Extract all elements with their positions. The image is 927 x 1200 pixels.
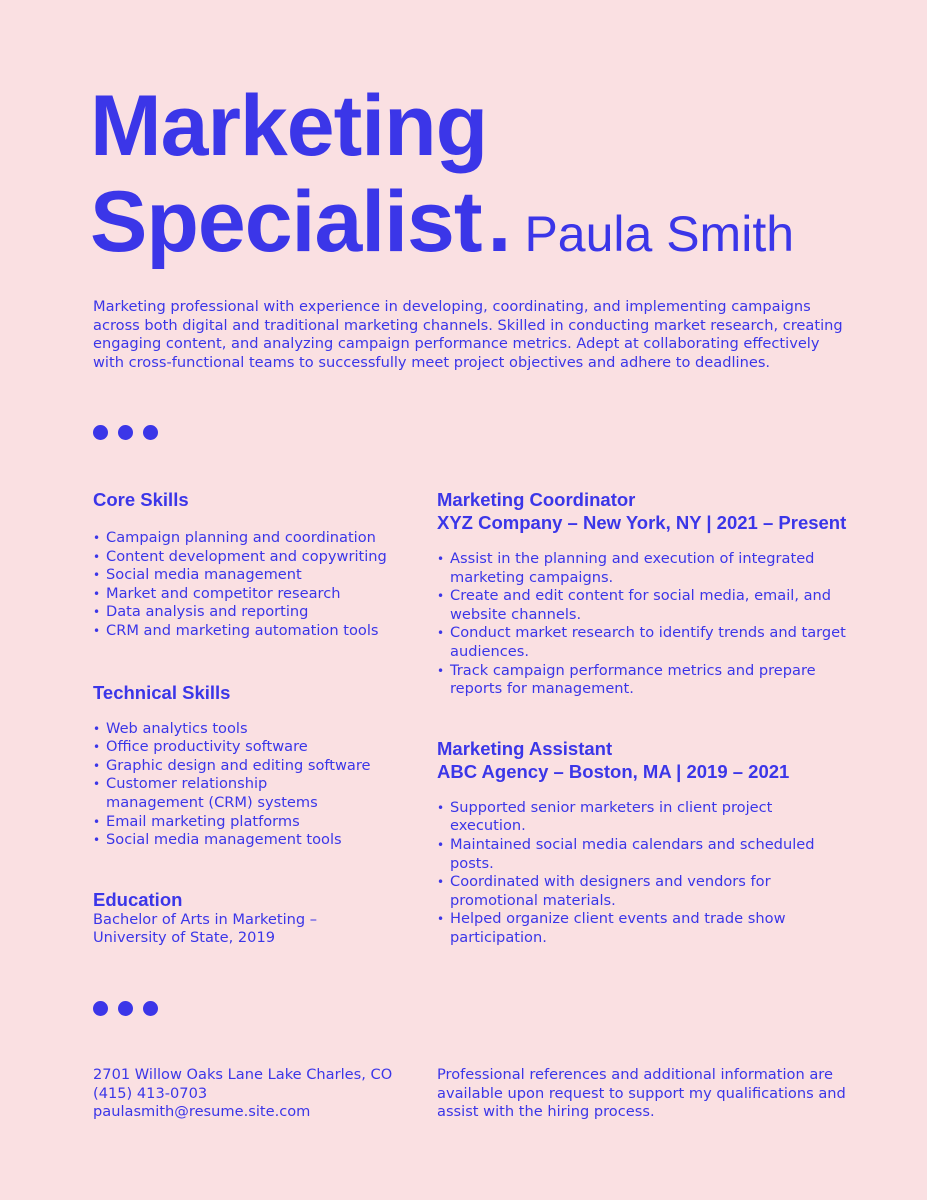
education-section — [93, 888, 413, 948]
list-item: • Web analytics tools — [93, 720, 413, 739]
list-item: • Track campaign performance metrics and prepare reports for management. — [437, 662, 847, 699]
technical-skills-section — [93, 681, 413, 850]
technical-skills-list — [93, 720, 413, 850]
list-item: • Social media management — [93, 566, 413, 585]
dot-icon — [143, 425, 158, 440]
job-entry — [437, 737, 847, 948]
list-item: • CRM and marketing automation tools — [93, 622, 413, 641]
list-item: • Office productivity software — [93, 738, 413, 757]
profile-summary: Marketing professional with experience in developing, coordinating, and implementing campaigns across both digital and traditional marketing channels. Skilled in conducting market research, creating engaging content, and analyzing campaign performance metrics. Adept at collaborating effectively with cross-functional teams to successfully meet project objectives and adhere to deadlines. — [93, 298, 843, 371]
list-item: • Conduct market research to identify trends and target audiences. — [437, 624, 847, 661]
job-company: XYZ Company – New York, NY | 2021 – Present — [437, 512, 847, 533]
divider-dots-top — [93, 425, 158, 440]
list-item: • Graphic design and editing software — [93, 757, 413, 776]
education-detail: Bachelor of Arts in Marketing – University of State, 2019 — [93, 910, 318, 947]
contact-address: 2701 Willow Oaks Lane Lake Charles, CO — [93, 1066, 393, 1083]
title-dot: . — [487, 174, 511, 270]
candidate-name: Paula Smith — [524, 206, 795, 262]
dot-icon — [93, 425, 108, 440]
list-item: • Market and competitor research — [93, 585, 413, 604]
list-item: • Customer relationship management (CRM) systems — [93, 775, 361, 812]
list-item: • Maintained social media calendars and scheduled posts. — [437, 836, 847, 873]
list-item: • Email marketing platforms — [93, 813, 413, 832]
contact-phone: (415) 413-0703 — [93, 1084, 208, 1102]
core-skills-section — [93, 488, 413, 641]
dot-icon — [93, 1001, 108, 1016]
job-duties-list — [437, 799, 847, 948]
core-skills-heading: Core Skills — [93, 489, 189, 510]
title-specialist: Specialist — [90, 174, 482, 270]
education-heading: Education — [93, 888, 183, 910]
dot-icon — [143, 1001, 158, 1016]
technical-skills-heading: Technical Skills — [93, 681, 231, 703]
list-item: • Create and edit content for social media, email, and website channels. — [437, 587, 847, 624]
list-item: • Supported senior marketers in client project execution. — [437, 799, 847, 836]
list-item: • Content development and copywriting — [93, 548, 413, 567]
left-column — [93, 488, 413, 948]
list-item: • Data analysis and reporting — [93, 603, 413, 622]
dot-icon — [118, 425, 133, 440]
dot-icon — [118, 1001, 133, 1016]
title-line-1: Marketing — [90, 78, 488, 174]
job-duties-list — [437, 550, 847, 699]
title-line-2 — [90, 174, 794, 282]
job-company: ABC Agency – Boston, MA | 2019 – 2021 — [437, 760, 790, 782]
references-note: Professional references and additional information are available upon request to support my qualifications and assist with the hiring process. — [437, 1066, 846, 1121]
list-item: • Assist in the planning and execution of integrated marketing campaigns. — [437, 550, 847, 587]
job-title: Marketing Assistant — [437, 737, 613, 759]
divider-dots-bottom — [93, 1001, 158, 1016]
resume-title — [90, 78, 794, 282]
list-item: • Helped organize client events and trade show participation. — [437, 910, 847, 947]
job-title: Marketing Coordinator — [437, 489, 636, 510]
list-item: • Coordinated with designers and vendors for promotional materials. — [437, 873, 847, 910]
contact-email: paulasmith@resume.site.com — [93, 1103, 311, 1121]
right-column — [437, 488, 847, 948]
job-entry — [437, 488, 847, 699]
list-item: • Campaign planning and coordination — [93, 529, 413, 548]
core-skills-list — [93, 529, 413, 641]
list-item: • Social media management tools — [93, 831, 413, 850]
contact-info — [93, 1066, 413, 1122]
